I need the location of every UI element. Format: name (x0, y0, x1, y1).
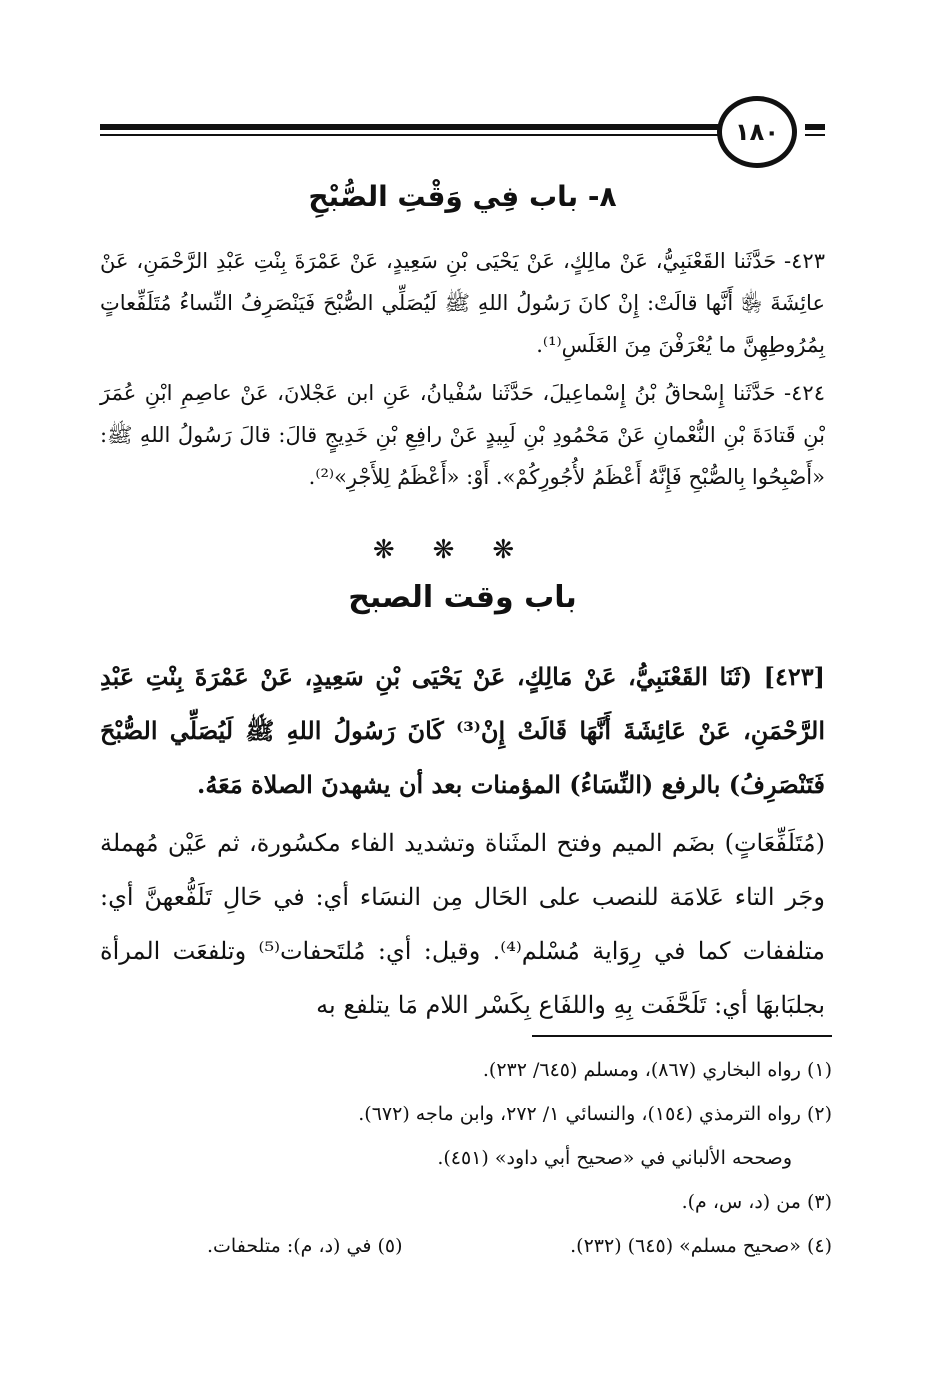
section-title: باب وقت الصبح (348, 580, 577, 615)
page-number: ١٨٠ (717, 96, 797, 168)
hadith-text (100, 240, 825, 498)
chapter-title: ٨- باب فِي وَقْتِ الصُّبْحِ (308, 180, 617, 213)
hadith-423: ٤٢٣- حَدَّثَنا القَعْنَبِيُّ، عَنْ مالِكٍ، عَنْ يَحْيَى بْنِ سَعِيدٍ، عَنْ عَمْرَةَ بِنْتِ عَبْدِ الرَّحْمَنِ، عَنْ عائِشَةَ ﵂ أَنَّها قالَتْ: إِنْ كانَ رَسُولُ اللهِ ﷺ لَيُصَلِّي الصُّبْحَ فَيَنْصَرِفُ النِّساءُ مُتَلَفِّعاتٍ بِمُرُوطِهِنَّ ما يُعْرَفْنَ مِنَ الغَلَسِ⁽¹⁾. (100, 249, 825, 357)
header-rule-right-thin (805, 134, 825, 136)
header-rule-right (805, 124, 825, 130)
footnotes (117, 1048, 832, 1268)
header-rule (100, 124, 725, 130)
commentary-text (100, 650, 825, 1032)
footnote-2-continued: وصححه الألباني في «صحيح أبي داود» (٤٥١). (437, 1147, 792, 1169)
footnote-1: (١) رواه البخاري (٨٦٧)، ومسلم (٦٤٥/ ٢٣٢). (482, 1059, 832, 1081)
commentary-paragraph: (مُتَلَفِّعَاتٍ) بضَم الميم وفتح المثَناة وتشديد الفاء مكسُورة، ثم عَيْن مُهملة وجَر التاء عَلامَة للنصب على الحَال مِن النسَاء أي: في حَالِ تَلَفُّعهنَّ أي: متلففات كما في رِوَاية مُسْلم⁽⁴⁾. وقيل: أي: مُلتَحفات⁽⁵⁾ وتلفعَت المرأة بجلبَابهَا أي: تَلَحَّفَت بِهِ واللفَاع بِكَسْر اللام مَا يتلفع به (100, 829, 825, 1019)
commentary-paragraph: [٤٢٣] (ثَنَا القَعْنَبِيُّ، عَنْ مَالِكٍ، عَنْ يَحْيَى بْنِ سَعِيدٍ، عَنْ عَمْرَةَ بِنْتِ عَبْدِ الرَّحْمَنِ، عَنْ عَائِشَةَ أَنَّهَا قَالَتْ إِنْ⁽³⁾ كَانَ رَسُولُ اللهِ ﷺ لَيُصَلِّي الصُّبْحَ فَتَنْصَرِفُ) بالرفع (النِّسَاءُ) المؤمنات بعد أن يشهدنَ الصلاة مَعَهُ. (100, 662, 826, 799)
footnote-row (117, 1224, 832, 1268)
footnote-3: (٣) من (د، س، م). (681, 1191, 832, 1213)
section-separator: ❋❋❋ (372, 535, 553, 565)
footnote-2: (٢) رواه الترمذي (١٥٤)، والنسائي ١/ ٢٧٢، وابن ماجه (٦٧٢). (358, 1103, 832, 1125)
hadith-424: ٤٢٤- حَدَّثَنا إِسْحاقُ بْنُ إِسْماعِيلَ، حَدَّثَنا سُفْيانُ، عَنِ ابن عَجْلانَ، عَنْ عاصِمِ ابْنِ عُمَرَ بْنِ قَتادَةَ بْنِ النُّعْمانِ عَنْ مَحْمُودِ بْنِ لَبِيدٍ عَنْ رافِعِ بْنِ خَدِيجٍ قالَ: قالَ رَسُولُ اللهِ ﷺ: «أَصْبِحُوا بِالصُّبْحِ فَإِنَّهُ أَعْظَمُ لأُجُورِكُمْ». أَوْ: «أَعْظَمُ لِلأَجْرِ»⁽²⁾. (100, 381, 825, 489)
footnote-4: (٤) «صحيح مسلم» (٦٤٥) (٢٣٢). (570, 1235, 832, 1257)
footnote-5: (٥) في (د، م): متلحفات. (207, 1235, 403, 1257)
page-header (100, 88, 825, 178)
header-rule-thin (100, 134, 725, 136)
footnote-divider (532, 1035, 832, 1037)
